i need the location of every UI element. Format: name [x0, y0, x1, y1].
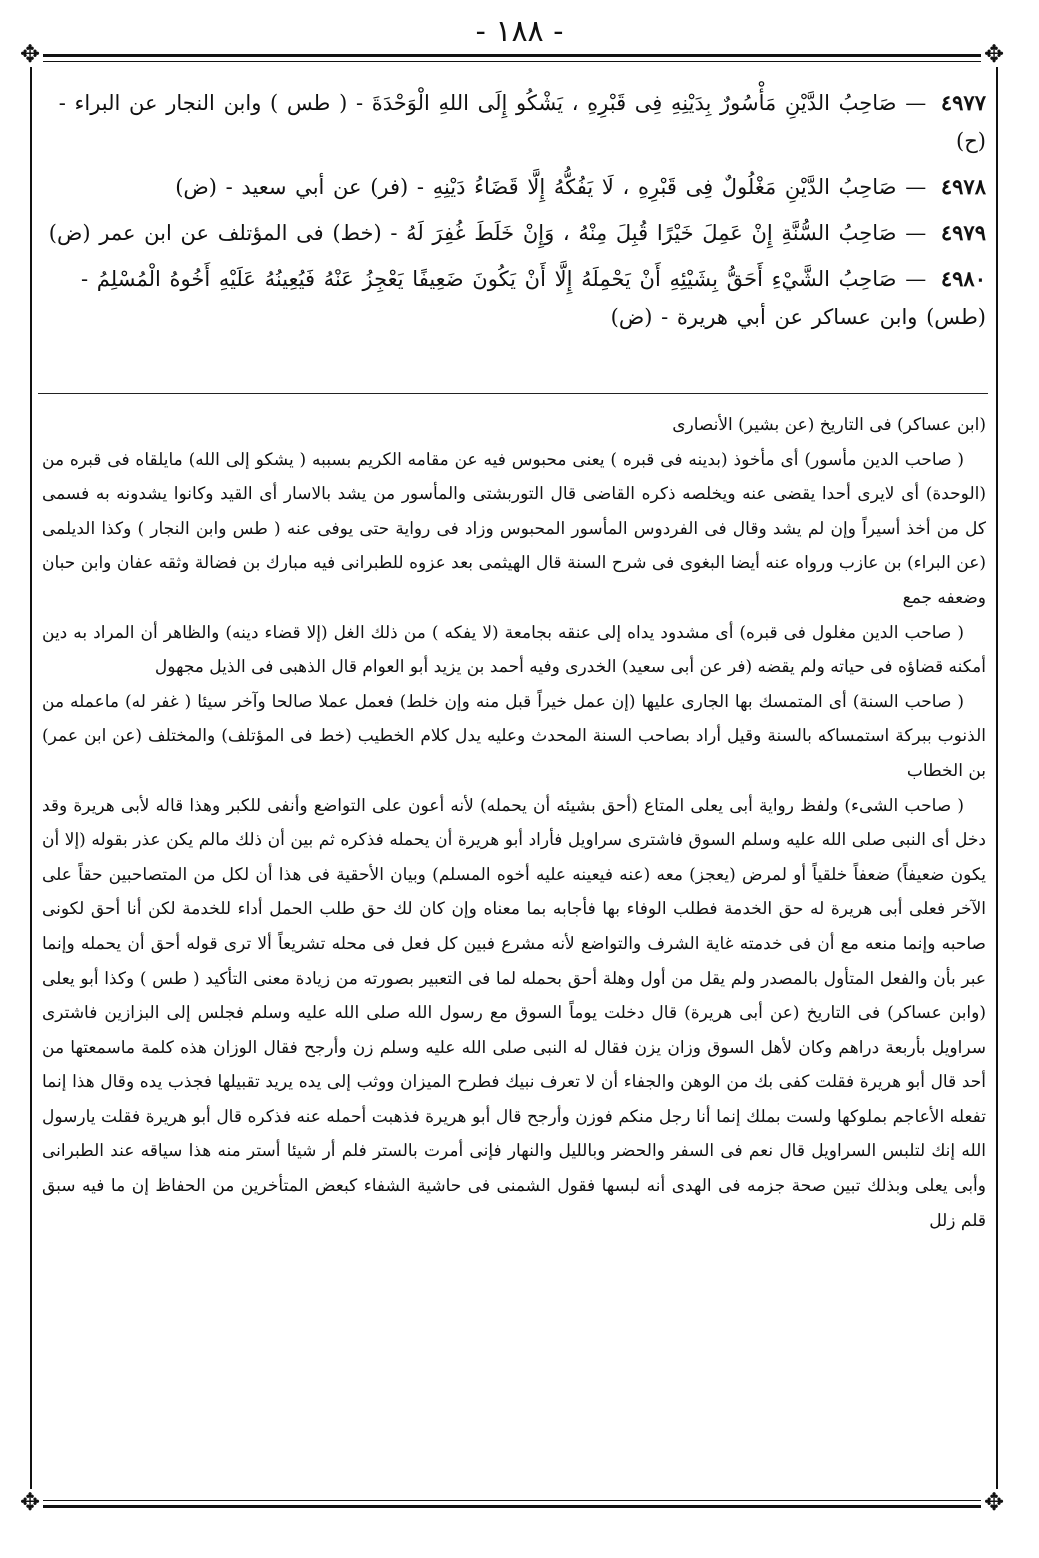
corner-ornament-icon: ✥	[981, 1489, 1007, 1515]
commentary-paragraph: ( صاحب السنة) أى المتمسك بها الجارى عليها (إن عمل خيراً قبل منه وإن خلط) فعمل عملا صالحا وآخر سيئا ( غفر له) ماعمله من الذنوب ببركة استمساكه بالسنة وقيل أراد بصاحب السنة المحدث وعليه يدل كلام الخطيب (خط فى المؤتلف) والمختلف (عن ابن عمر) بن الخطاب	[42, 691, 986, 781]
hadith-text: صَاحِبُ الدَّيْنِ مَأْسُورٌ بِدَيْنِهِ فِى قَبْرِهِ ، يَشْكُو إِلَى اللهِ الْوَحْدَةَ - ( طس ) وابن النجار عن البراء - (ح)	[58, 91, 986, 153]
hadith-number: ٤٩٧٨	[940, 174, 986, 199]
page-number: - ١٨٨ -	[475, 14, 564, 49]
commentary-section	[42, 408, 986, 1238]
hadith-number: ٤٩٨٠	[940, 266, 986, 291]
hadith-number: ٤٩٧٩	[940, 220, 986, 245]
corner-ornament-icon: ✥	[981, 41, 1007, 67]
commentary-paragraph: ( صاحب الشىء) ولفظ رواية أبى يعلى المتاع (أحق بشيئه أن يحمله) لأنه أعون على التواضع وأنفى للكبر وهذا قاله لأبى هريرة وقد دخل أى النبى صلى الله عليه وسلم السوق فاشترى سراويل فأراد أبو هريرة أن يحمله فذكره ثم بين أن ذلك مالم يكن عذر بقوله (إلا أن يكون ضعيفاً) ضعفاً خلقياً أو لمرض (يعجز) معه (عنه فيعينه عليه أخوه المسلم) وبيان الأحقية فى هذا أن لكل من المتصاحبين حقاً على الآخر فعلى أبى هريرة له حق الخدمة فطلب الوفاء بها فأجابه بما معناه وإن كان لك حق طلب الحمل أداء للخدمة لكن أنا أحق لكونى صاحبه وإنما منعه مع أن فى خدمته غاية الشرف والتواضع لأنه مشرع فبين كل فعل فى محله تشريعاً ألا ترى قوله أحق أن يحمله وإنما عبر بأن والفعل المتأول بالمصدر ولم يقل من أول وهلة أحق بحمله لما فى التعبير بصورته من زيادة معنى التأكيد ( طس ) وكذا أبو يعلى (وابن عساكر) فى التاريخ (عن أبى هريرة) قال دخلت يوماً السوق مع رسول الله صلى الله عليه وسلم فجلس إلى البزازين فاشترى سراويل بأربعة دراهم وكان لأهل السوق وزان يزن فقال له النبى صلى الله عليه وسلم زن وأرجح فقال الوزان هذه كلمة ماسمعتها من أحد قال أبو هريرة فقلت كفى بك من الوهن والجفاء أن لا تعرف نبيك فطرح الميزان ووثب إلى يده يريد تقبيلها فجذب يده وقال هذا إنما تفعله الأعاجم بملوكها ولست بملك إنما أنا رجل منكم فوزن وأرجح قال أبو هريرة فذهبت أحمله عنه فذكره قال أبو هريرة فقلت يارسول الله إنك لتلبس السراويل قال نعم فى السفر والحضر وبالليل والنهار فإنى أمرت بالستر فلم أر شيئا أستر منه هذا سياقه عند الطبرانى وأبى يعلى وبذلك تبين صحة جزمه فى الهدى أنه لبسها فقول الشمنى فى حاشية الشفاء كبعض المتأخرين من الحفاظ إن ما فيه سبق قلم زلل	[42, 795, 986, 1231]
hadith-entry: ٤٩٨٠ — صَاحِبُ الشَّيْءِ أَحَقُّ بِشَيْئِهِ أَنْ يَحْمِلَهُ إِلَّا أَنْ يَكُونَ ضَعِيفًا يَعْجِزُ عَنْهُ فَيُعِينُهُ عَلَيْهِ أَخُوهُ الْمُسْلِمُ - (طس) وابن عساكر عن أبي هريرة - (ض)	[81, 266, 986, 329]
section-divider	[38, 393, 988, 394]
hadith-entry: ٤٩٧٨ — صَاحِبُ الدَّيْنِ مَغْلُولٌ فِى قَبْرِهِ ، لَا يَفُكُّهُ إِلَّا قَضَاءُ دَيْنِهِ - (فر) عن أبي سعيد - (ض)	[175, 174, 986, 199]
hadith-entry: ٤٩٧٩ — صَاحِبُ السُّنَّةِ إِنْ عَمِلَ خَيْرًا قُبِلَ مِنْهُ ، وَإِنْ خَلَطَ غُفِرَ لَهُ - (خط) فى المؤتلف عن ابن عمر (ض)	[48, 220, 986, 245]
hadith-text: صَاحِبُ الدَّيْنِ مَغْلُولٌ فِى قَبْرِهِ ، لَا يَفُكُّهُ إِلَّا قَضَاءُ دَيْنِهِ - (فر) عن أبي سعيد - (ض)	[175, 175, 897, 199]
corner-ornament-icon: ✥	[17, 41, 43, 67]
hadith-text: صَاحِبُ الشَّيْءِ أَحَقُّ بِشَيْئِهِ أَنْ يَحْمِلَهُ إِلَّا أَنْ يَكُونَ ضَعِيفًا يَعْجِزُ عَنْهُ فَيُعِينُهُ عَلَيْهِ أَخُوهُ الْمُسْلِمُ - (طس) وابن عساكر عن أبي هريرة - (ض)	[81, 267, 986, 329]
corner-ornament-icon: ✥	[17, 1489, 43, 1515]
hadith-section	[42, 84, 986, 344]
commentary-paragraph: ( صاحب الدين مأسور) أى مأخوذ (بدينه فى قبره ) يعنى محبوس فيه عن مقامه الكريم بسببه ( يشكو إلى الله) مايلقاه فى قبره من (الوحدة) أى لايرى أحدا يقضى عنه ويخلصه ذكره القاضى قال التوربشتى والمأسور من يشد بالاسار أى القيد وكانوا يشدونه به فسمى كل من أخذ أسيراً وإن لم يشد وقال فى الفردوس المأسور المحبوس وزاد فى رواية حتى يوفى عنه ( طس وابن النجار ) وكذا الديلمى (عن البراء) بن عازب ورواه عنه أيضا البغوى فى شرح السنة قال الهيثمى بعد عزوه للطبرانى فيه مبارك بن فضالة وثقه عفان وابن حبان وضعفه جمع	[42, 449, 986, 608]
hadith-entry: ٤٩٧٧ — صَاحِبُ الدَّيْنِ مَأْسُورٌ بِدَيْنِهِ فِى قَبْرِهِ ، يَشْكُو إِلَى اللهِ الْوَحْدَةَ - ( طس ) وابن النجار عن البراء - (ح)	[58, 90, 986, 153]
hadith-number: ٤٩٧٧	[940, 90, 986, 115]
hadith-text: صَاحِبُ السُّنَّةِ إِنْ عَمِلَ خَيْرًا قُبِلَ مِنْهُ ، وَإِنْ خَلَطَ غُفِرَ لَهُ - (خط) فى المؤتلف عن ابن عمر (ض)	[48, 221, 897, 245]
commentary-paragraph: (ابن عساكر) فى التاريخ (عن بشير) الأنصارى	[672, 415, 986, 435]
commentary-paragraph: ( صاحب الدين مغلول فى قبره) أى مشدود يداه إلى عنقه بجامعة (لا يفكه ) من ذلك الغل (إلا قضاء دينه) والظاهر أن المراد به دين أمكنه قضاؤه فى حياته ولم يقضه (فر عن أبى سعيد) الخدرى وفيه أحمد بن يزيد أبو العوام قال الذهبى فى الذيل مجهول	[42, 622, 986, 678]
